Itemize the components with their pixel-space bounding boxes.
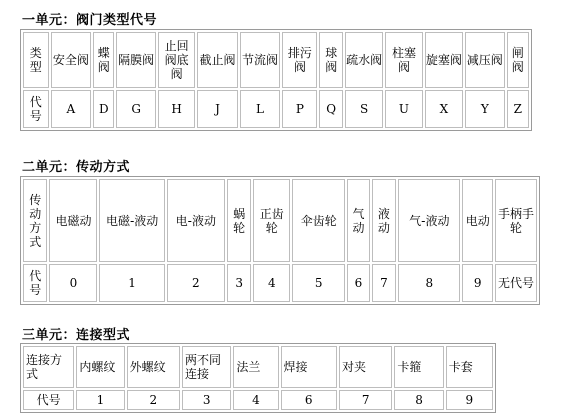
code-cell: 7 [372,264,396,302]
connection-cell: 法兰 [233,346,278,388]
code-cell: L [240,90,281,128]
connection-type-table [20,343,496,413]
code-cell: A [51,90,92,128]
connection-cell: 内螺纹 [76,346,124,388]
mode-cell: 气-液动 [398,179,460,262]
code-cell: 3 [182,390,231,410]
type-cell: 截止阀 [197,32,238,88]
code-cell: 1 [99,264,164,302]
code-cell: 9 [462,264,493,302]
code-cell: 无代号 [495,264,537,302]
code-cell: 1 [76,390,124,410]
code-header-cell: 代号 [23,264,47,302]
drive-mode-row [23,179,537,262]
valve-type-table [20,29,532,131]
mode-cell: 液动 [372,179,396,262]
code-cell: 7 [339,390,392,410]
type-cell: 节流阀 [240,32,281,88]
type-cell: 球阀 [319,32,342,88]
mode-cell: 正齿轮 [253,179,290,262]
code-cell: D [93,90,114,128]
mode-cell: 电-液动 [167,179,225,262]
mode-cell: 电动 [462,179,493,262]
code-cell: P [282,90,317,128]
type-cell: 安全阀 [51,32,92,88]
code-cell: 4 [253,264,290,302]
mode-cell: 蜗轮 [227,179,251,262]
mode-cell: 手柄手轮 [495,179,537,262]
connection-code-row [23,390,493,410]
code-cell: 8 [394,390,443,410]
type-cell: 隔膜阀 [116,32,155,88]
connection-cell: 对夹 [339,346,392,388]
type-cell: 疏水阀 [345,32,383,88]
connection-cell: 焊接 [281,346,337,388]
connection-cell: 卡套 [446,346,493,388]
valve-type-row [23,32,529,88]
connection-cell: 卡箍 [394,346,443,388]
mode-header-cell: 传动方式 [23,179,47,262]
code-cell: 0 [49,264,97,302]
type-cell: 排污阀 [282,32,317,88]
code-cell: 2 [127,390,180,410]
code-cell: Q [319,90,342,128]
type-header-cell: 类型 [23,32,49,88]
code-cell: U [385,90,422,128]
code-cell: 6 [347,264,369,302]
code-cell: 9 [446,390,493,410]
type-cell: 闸阀 [507,32,530,88]
code-cell: 8 [398,264,460,302]
type-cell: 旋塞阀 [425,32,463,88]
mode-cell: 气动 [347,179,369,262]
code-cell: J [197,90,238,128]
code-cell: S [345,90,383,128]
code-cell: 3 [227,264,251,302]
connection-header-cell: 连接方式 [23,346,74,388]
section3-heading: 三单元：连接型式 [22,328,131,343]
section1-heading: 一单元：阀门类型代号 [22,13,158,28]
section2-heading: 二单元：传动方式 [22,160,131,175]
code-cell: H [158,90,195,128]
type-cell: 止回阀底阀 [158,32,195,88]
mode-cell: 电磁-液动 [99,179,164,262]
code-cell: X [425,90,463,128]
code-cell: 2 [167,264,225,302]
drive-code-row [23,264,537,302]
code-cell: 6 [281,390,337,410]
type-cell: 柱塞阀 [385,32,422,88]
connection-type-row [23,346,493,388]
code-header-cell: 代号 [23,390,74,410]
connection-cell: 两不同连接 [182,346,231,388]
code-cell: 5 [292,264,345,302]
connection-cell: 外螺纹 [127,346,180,388]
code-header-cell: 代号 [23,90,49,128]
valve-code-row [23,90,529,128]
code-cell: Y [465,90,504,128]
code-cell: G [116,90,155,128]
code-cell: Z [507,90,530,128]
code-cell: 4 [233,390,278,410]
mode-cell: 伞齿轮 [292,179,345,262]
drive-mode-table [20,176,540,305]
type-cell: 蝶阀 [93,32,114,88]
type-cell: 减压阀 [465,32,504,88]
mode-cell: 电磁动 [49,179,97,262]
